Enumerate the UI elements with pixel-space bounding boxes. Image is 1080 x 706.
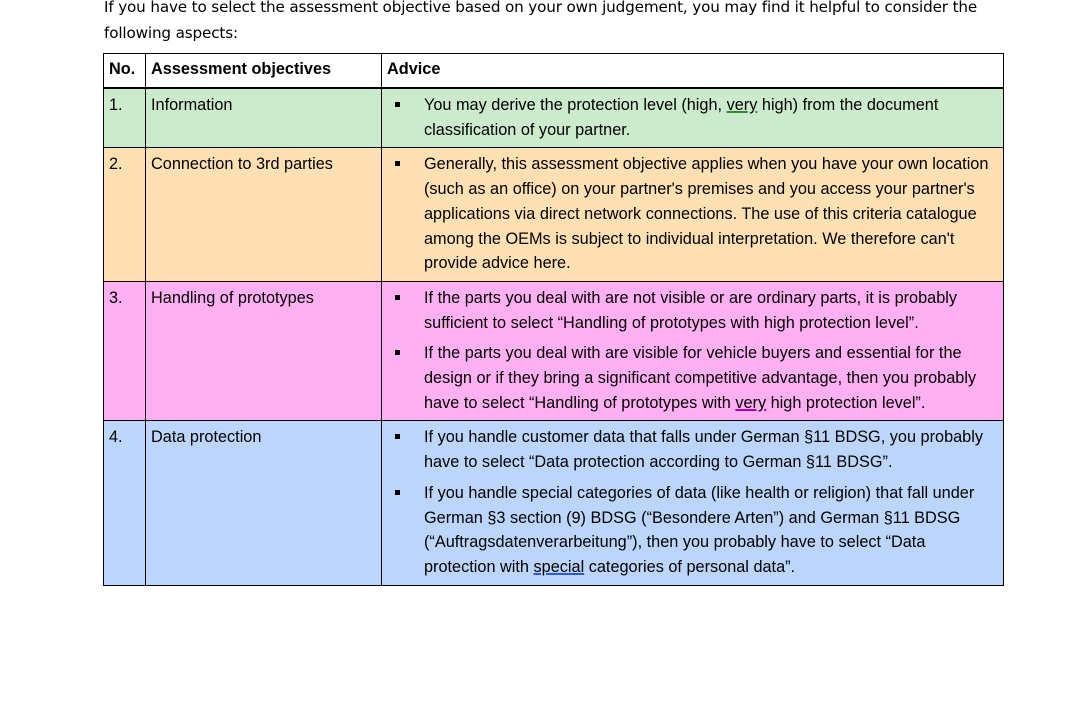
row-objective: Data protection [146,421,382,585]
bullet-square-icon [395,295,400,300]
advice-text: If you handle special categories of data (like health or religion) that fall under German §3 section (9) BDSG (“Besondere Arten”) and German §11 BDSG (“Auftragsdatenverarbeitung”), then you probably have to select “Data protection with [424,483,975,576]
advice-text: You may derive the protection level (high, [424,96,727,114]
advice-item [387,425,999,474]
advice-text: If the parts you deal with are visible for vehicle buyers and essential for the design or if they bring a significant competitive advantage, then you probably have to select “Handling of prototypes with [424,344,977,412]
advice-text: categories of personal data”. [584,557,796,576]
intro-line-1: If you have to select the assessment objective based on your own judgement, you may find it helpful to consider the [104,0,978,16]
table-row [104,88,1004,148]
row-number: 2. [104,148,146,282]
table-header-row [104,54,1004,89]
row-number: 3. [104,281,146,421]
advice-marked-word: special [533,557,585,576]
intro-line-2: following aspects: [104,24,238,42]
bullet-square-icon [395,161,400,166]
row-number: 4. [104,421,146,585]
bullet-square-icon [395,434,400,439]
advice-text: If you handle customer data that falls under German §11 BDSG, you probably have to select “Data protection according to German §11 BDSG”. [424,428,983,472]
advice-item [387,152,999,276]
header-no: No. [104,54,146,89]
advice-text: high protection level”. [766,393,926,412]
row-advice [382,281,1004,421]
advice-item [387,93,999,142]
bullet-square-icon [395,102,400,107]
advice-marked-word: very [735,393,767,412]
advice-item [387,286,999,335]
row-advice [382,421,1004,585]
row-objective: Connection to 3rd parties [146,148,382,282]
advice-text: high) from the document classification of your partner. [424,96,939,139]
advice-text: Generally, this assessment objective applies when you have your own location (such as an office) on your partner's premises and you access your partner's applications via direct network connections. The use of this criteria catalogue among the OEMs is subject to individual interpretation. We therefore can't provide advice here. [424,155,989,273]
advice-item [387,341,999,415]
assessment-advice-table [103,53,1004,586]
advice-marked-word: very [726,96,758,114]
row-objective: Information [146,88,382,148]
table-row [104,148,1004,282]
advice-item [387,481,999,580]
row-advice [382,148,1004,282]
row-objective: Handling of prototypes [146,281,382,421]
bullet-square-icon [395,350,400,355]
intro-text [104,0,1034,46]
header-assessment-objectives: Assessment objectives [146,54,382,89]
table-row [104,421,1004,585]
row-number: 1. [104,88,146,148]
table-row [104,281,1004,421]
row-advice [382,88,1004,148]
advice-text: If the parts you deal with are not visible or are ordinary parts, it is probably sufficient to select “Handling of prototypes with high protection level”. [424,288,958,332]
bullet-square-icon [395,490,400,495]
header-advice: Advice [382,54,1004,89]
